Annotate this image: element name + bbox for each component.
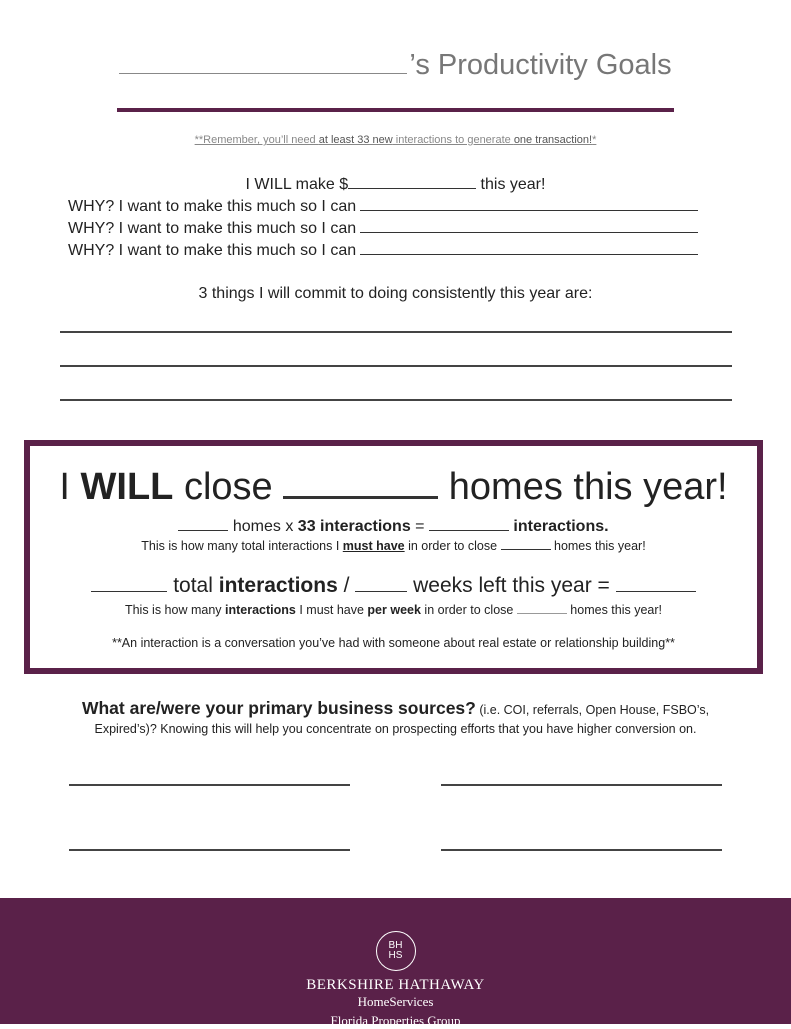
divider (117, 108, 674, 112)
why-line-2: WHY? I want to make this much so I can (68, 220, 698, 238)
sources-question: What are/were your primary business sources? (i.e. COI, referrals, Open House, FSBO’s, (81, 698, 710, 718)
brand-name: BERKSHIRE HATHAWAY (306, 977, 485, 993)
bhhs-seal-logo: BH HS (376, 931, 416, 971)
homes-blank[interactable] (283, 496, 438, 499)
name-blank[interactable] (119, 48, 407, 74)
source-line-3[interactable] (69, 849, 350, 851)
commit-line-3[interactable] (60, 399, 732, 401)
homes-blank[interactable] (178, 530, 228, 531)
homes-blank[interactable] (517, 613, 567, 614)
why-line-3: WHY? I want to make this much so I can (68, 242, 698, 260)
commit-heading: 3 things I will commit to doing consistently this year are: (198, 285, 593, 302)
per-week-blank[interactable] (616, 591, 696, 592)
reminder-note: **Remember, you’ll need at least 33 new interactions to generate one transaction!* (194, 134, 597, 146)
weeks-blank[interactable] (355, 591, 407, 592)
source-line-2[interactable] (441, 784, 722, 786)
page-title (0, 48, 791, 82)
calc-2-explanation: This is how many interactions I must have per week in order to close homes this year! (124, 603, 663, 617)
brand-sub: HomeServices (357, 994, 434, 1009)
calc-2: total interactions / weeks left this year = (30, 574, 757, 598)
calc-1-explanation: This is how many total interactions I must have in order to close homes this year! (141, 539, 646, 553)
close-goal: I WILL close homes this year! (59, 466, 728, 508)
why-blank[interactable] (360, 210, 698, 211)
income-blank[interactable] (348, 188, 476, 189)
calc-1: homes x 33 interactions = interactions. (30, 518, 757, 536)
why-line-1: WHY? I want to make this much so I can (68, 198, 698, 216)
commit-line-2[interactable] (60, 365, 732, 367)
sources-explanation: Expired’s)? Knowing this will help you concentrate on prospecting efforts that you have higher conversion on. (94, 722, 697, 736)
homes-blank[interactable] (501, 549, 551, 550)
commit-line-1[interactable] (60, 331, 732, 333)
total-blank[interactable] (429, 530, 509, 531)
footer (0, 898, 791, 1028)
income-goal: I WILL make $ this year! (245, 176, 546, 193)
source-line-1[interactable] (69, 784, 350, 786)
title-text: ’s Productivity Goals (409, 49, 672, 81)
source-line-4[interactable] (441, 849, 722, 851)
office-name: Florida Properties Group (330, 1013, 461, 1028)
interaction-definition: **An interaction is a conversation you’ve had with someone about real estate or relationship building** (112, 636, 675, 650)
closing-goal-box (24, 440, 763, 674)
why-blank[interactable] (360, 232, 698, 233)
why-blank[interactable] (360, 254, 698, 255)
interactions-blank[interactable] (91, 591, 167, 592)
